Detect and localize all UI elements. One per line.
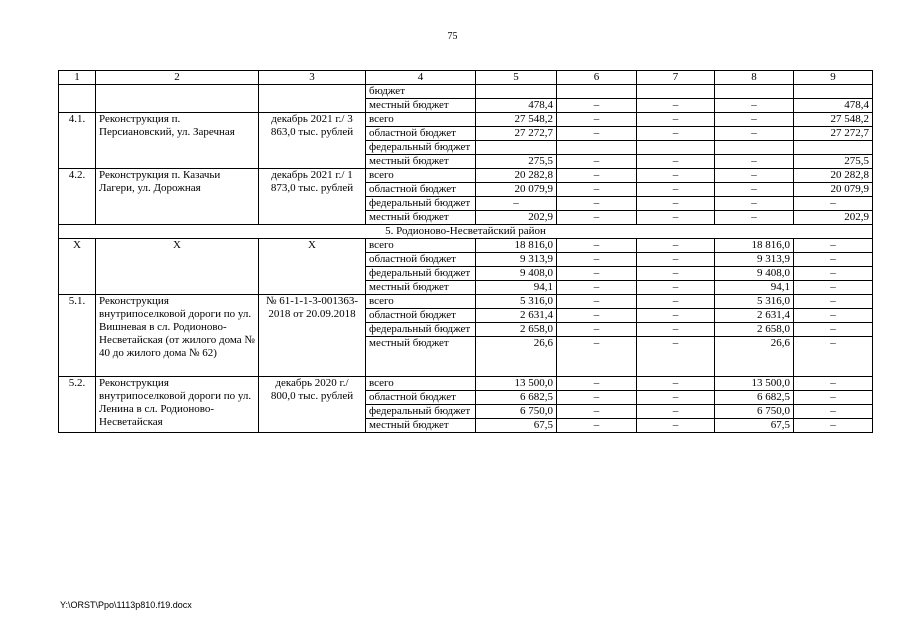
item-number: 4.1. bbox=[59, 113, 96, 169]
budget-label: всего bbox=[366, 113, 476, 127]
value-cell: – bbox=[794, 419, 873, 433]
budget-label: федеральный бюджет bbox=[366, 405, 476, 419]
value-cell: 67,5 bbox=[476, 419, 557, 433]
value-cell bbox=[476, 141, 557, 155]
value-cell bbox=[637, 141, 715, 155]
value-cell: 27 272,7 bbox=[794, 127, 873, 141]
value-cell: – bbox=[637, 295, 715, 309]
value-cell: – bbox=[557, 391, 637, 405]
value-cell: – bbox=[637, 99, 715, 113]
value-cell: – bbox=[557, 155, 637, 169]
value-cell: 6 750,0 bbox=[476, 405, 557, 419]
item-name bbox=[96, 85, 259, 113]
value-cell bbox=[557, 85, 637, 99]
budget-label: всего bbox=[366, 239, 476, 253]
footer-file-path: Y:\ORST\Ppo\1113p810.f19.docx bbox=[60, 600, 192, 610]
column-header: 9 bbox=[794, 71, 873, 85]
value-cell: 26,6 bbox=[476, 337, 557, 377]
value-cell: – bbox=[557, 295, 637, 309]
value-cell: – bbox=[557, 267, 637, 281]
column-header: 4 bbox=[366, 71, 476, 85]
value-cell: – bbox=[637, 405, 715, 419]
value-cell: – bbox=[557, 377, 637, 391]
value-cell: – bbox=[794, 239, 873, 253]
budget-label: федеральный бюджет bbox=[366, 323, 476, 337]
table-row bbox=[59, 377, 873, 391]
item-number: 5.2. bbox=[59, 377, 96, 433]
value-cell: – bbox=[794, 377, 873, 391]
budget-label: областной бюджет bbox=[366, 183, 476, 197]
value-cell: – bbox=[715, 197, 794, 211]
item-basis: № 61-1-1-3-001363-2018 от 20.09.2018 bbox=[259, 295, 366, 377]
value-cell: – bbox=[557, 113, 637, 127]
value-cell: 27 272,7 bbox=[476, 127, 557, 141]
item-basis: декабрь 2021 г./ 1 873,0 тыс. рублей bbox=[259, 169, 366, 225]
value-cell: 27 548,2 bbox=[476, 113, 557, 127]
budget-label: местный бюджет bbox=[366, 337, 476, 377]
item-basis: декабрь 2021 г./ 3 863,0 тыс. рублей bbox=[259, 113, 366, 169]
value-cell: – bbox=[557, 405, 637, 419]
value-cell: 6 682,5 bbox=[715, 391, 794, 405]
value-cell: – bbox=[557, 253, 637, 267]
column-header: 2 bbox=[96, 71, 259, 85]
table-row bbox=[59, 169, 873, 183]
value-cell: – bbox=[557, 211, 637, 225]
budget-label: местный бюджет bbox=[366, 155, 476, 169]
column-header: 8 bbox=[715, 71, 794, 85]
item-number: Х bbox=[59, 239, 96, 295]
value-cell: – bbox=[557, 183, 637, 197]
item-number: 5.1. bbox=[59, 295, 96, 377]
item-name: Х bbox=[96, 239, 259, 295]
value-cell: – bbox=[637, 127, 715, 141]
value-cell: 20 282,8 bbox=[794, 169, 873, 183]
value-cell: 9 313,9 bbox=[476, 253, 557, 267]
value-cell: – bbox=[476, 197, 557, 211]
value-cell bbox=[637, 85, 715, 99]
column-header: 7 bbox=[637, 71, 715, 85]
budget-label: областной бюджет bbox=[366, 127, 476, 141]
value-cell: – bbox=[557, 197, 637, 211]
budget-label: областной бюджет bbox=[366, 253, 476, 267]
budget-label: местный бюджет bbox=[366, 419, 476, 433]
value-cell: – bbox=[637, 155, 715, 169]
value-cell: – bbox=[637, 323, 715, 337]
value-cell: – bbox=[557, 239, 637, 253]
value-cell: 26,6 bbox=[715, 337, 794, 377]
value-cell: – bbox=[794, 295, 873, 309]
value-cell: 94,1 bbox=[476, 281, 557, 295]
budget-label: областной бюджет bbox=[366, 309, 476, 323]
item-name: Реконструкция п. Казачьи Лагери, ул. Дорожная bbox=[96, 169, 259, 225]
value-cell: 478,4 bbox=[476, 99, 557, 113]
value-cell: – bbox=[637, 169, 715, 183]
value-cell: 20 282,8 bbox=[476, 169, 557, 183]
value-cell: – bbox=[794, 337, 873, 377]
value-cell: – bbox=[637, 419, 715, 433]
value-cell: – bbox=[637, 197, 715, 211]
value-cell: 9 408,0 bbox=[476, 267, 557, 281]
section-title: 5. Родионово-Несветайский район bbox=[59, 225, 873, 239]
value-cell: 13 500,0 bbox=[476, 377, 557, 391]
value-cell: 13 500,0 bbox=[715, 377, 794, 391]
value-cell: 18 816,0 bbox=[715, 239, 794, 253]
item-basis: декабрь 2020 г./ 800,0 тыс. рублей bbox=[259, 377, 366, 433]
item-name: Реконструкция внутрипоселковой дороги по ул. Ленина в сл. Родионово-Несветайская bbox=[96, 377, 259, 433]
value-cell: 9 408,0 bbox=[715, 267, 794, 281]
value-cell: – bbox=[557, 127, 637, 141]
item-number: 4.2. bbox=[59, 169, 96, 225]
value-cell: – bbox=[637, 337, 715, 377]
value-cell: – bbox=[557, 309, 637, 323]
column-header-row bbox=[59, 71, 873, 85]
value-cell: – bbox=[794, 253, 873, 267]
value-cell bbox=[794, 141, 873, 155]
value-cell: – bbox=[715, 169, 794, 183]
value-cell: 275,5 bbox=[476, 155, 557, 169]
value-cell: – bbox=[637, 113, 715, 127]
value-cell: 18 816,0 bbox=[476, 239, 557, 253]
budget-label: всего bbox=[366, 377, 476, 391]
value-cell: – bbox=[557, 281, 637, 295]
value-cell: – bbox=[637, 391, 715, 405]
value-cell: – bbox=[557, 99, 637, 113]
budget-label: всего bbox=[366, 169, 476, 183]
value-cell: – bbox=[715, 113, 794, 127]
item-basis: Х bbox=[259, 239, 366, 295]
item-number bbox=[59, 85, 96, 113]
value-cell: – bbox=[637, 377, 715, 391]
value-cell: – bbox=[637, 281, 715, 295]
budget-label: местный бюджет bbox=[366, 281, 476, 295]
value-cell: 2 658,0 bbox=[715, 323, 794, 337]
item-name: Реконструкция п. Персиановский, ул. Заречная bbox=[96, 113, 259, 169]
budget-label: бюджет bbox=[366, 85, 476, 99]
table-row bbox=[59, 113, 873, 127]
budget-table bbox=[58, 70, 873, 433]
value-cell: – bbox=[557, 337, 637, 377]
value-cell: – bbox=[637, 309, 715, 323]
value-cell: 5 316,0 bbox=[715, 295, 794, 309]
value-cell: – bbox=[794, 281, 873, 295]
value-cell: 27 548,2 bbox=[794, 113, 873, 127]
value-cell: – bbox=[557, 323, 637, 337]
value-cell: – bbox=[557, 169, 637, 183]
value-cell: 5 316,0 bbox=[476, 295, 557, 309]
value-cell: 478,4 bbox=[794, 99, 873, 113]
value-cell: – bbox=[794, 391, 873, 405]
section-row bbox=[59, 225, 873, 239]
value-cell: – bbox=[715, 155, 794, 169]
value-cell bbox=[794, 85, 873, 99]
budget-label: федеральный бюджет bbox=[366, 197, 476, 211]
budget-label: местный бюджет bbox=[366, 99, 476, 113]
column-header: 5 bbox=[476, 71, 557, 85]
value-cell: 9 313,9 bbox=[715, 253, 794, 267]
column-header: 3 bbox=[259, 71, 366, 85]
table-row bbox=[59, 239, 873, 253]
value-cell: 20 079,9 bbox=[476, 183, 557, 197]
value-cell bbox=[557, 141, 637, 155]
budget-label: областной бюджет bbox=[366, 391, 476, 405]
value-cell: 2 658,0 bbox=[476, 323, 557, 337]
value-cell: – bbox=[715, 211, 794, 225]
page-number: 75 bbox=[447, 31, 458, 42]
value-cell: – bbox=[715, 127, 794, 141]
budget-label: всего bbox=[366, 295, 476, 309]
value-cell: – bbox=[715, 183, 794, 197]
column-header: 1 bbox=[59, 71, 96, 85]
value-cell: – bbox=[794, 309, 873, 323]
value-cell: 202,9 bbox=[476, 211, 557, 225]
value-cell: 202,9 bbox=[794, 211, 873, 225]
item-name: Реконструкция внутрипоселковой дороги по ул. Вишневая в сл. Родионово-Несветайская (от жилого дома № 40 до жилого дома № 62) bbox=[96, 295, 259, 377]
value-cell: – bbox=[794, 323, 873, 337]
value-cell: 94,1 bbox=[715, 281, 794, 295]
value-cell: 275,5 bbox=[794, 155, 873, 169]
value-cell bbox=[476, 85, 557, 99]
value-cell: – bbox=[637, 211, 715, 225]
value-cell: – bbox=[794, 267, 873, 281]
value-cell bbox=[715, 85, 794, 99]
value-cell: – bbox=[794, 197, 873, 211]
table-row bbox=[59, 85, 873, 99]
value-cell: 6 750,0 bbox=[715, 405, 794, 419]
budget-label: местный бюджет bbox=[366, 211, 476, 225]
value-cell: – bbox=[637, 183, 715, 197]
table-row bbox=[59, 295, 873, 309]
column-header: 6 bbox=[557, 71, 637, 85]
budget-label: федеральный бюджет bbox=[366, 141, 476, 155]
value-cell: – bbox=[637, 253, 715, 267]
value-cell: – bbox=[557, 419, 637, 433]
value-cell: – bbox=[637, 239, 715, 253]
value-cell: – bbox=[794, 405, 873, 419]
value-cell: – bbox=[637, 267, 715, 281]
budget-label: федеральный бюджет bbox=[366, 267, 476, 281]
value-cell: 6 682,5 bbox=[476, 391, 557, 405]
value-cell: 67,5 bbox=[715, 419, 794, 433]
value-cell: 2 631,4 bbox=[715, 309, 794, 323]
value-cell: – bbox=[715, 99, 794, 113]
value-cell bbox=[715, 141, 794, 155]
value-cell: 20 079,9 bbox=[794, 183, 873, 197]
value-cell: 2 631,4 bbox=[476, 309, 557, 323]
item-basis bbox=[259, 85, 366, 113]
